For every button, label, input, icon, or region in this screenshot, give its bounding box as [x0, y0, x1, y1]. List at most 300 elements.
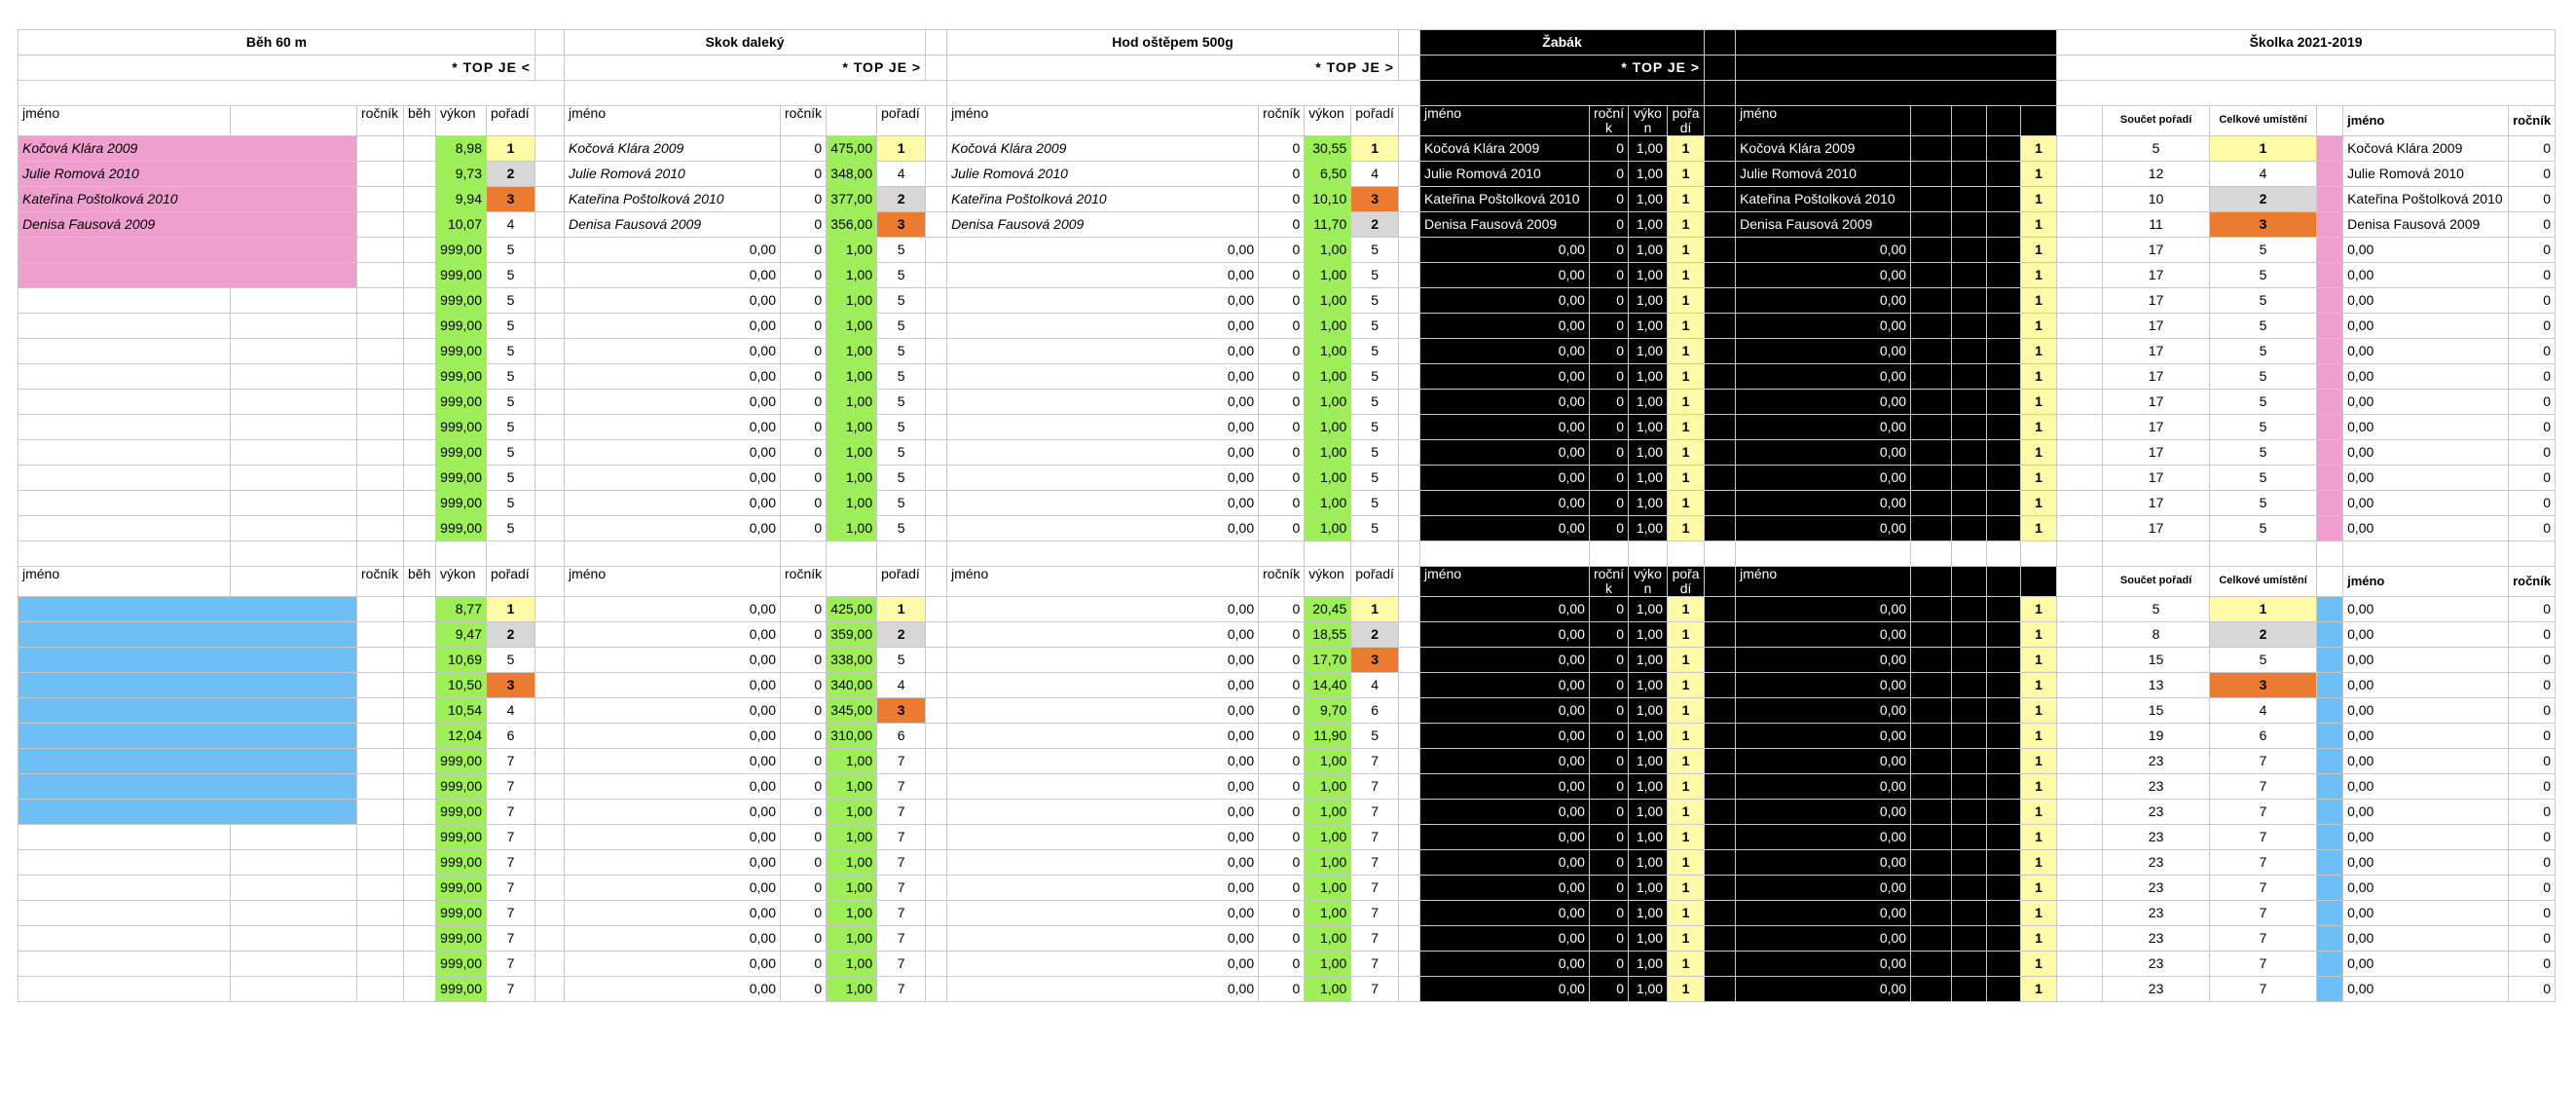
- table-row: [18, 466, 2556, 491]
- zabak-name-2: Kateřina Poštolková 2010: [1736, 187, 1911, 212]
- table-row: [18, 648, 2556, 673]
- zabak-rocnik: 0: [1589, 364, 1628, 390]
- group-color-bar: [2317, 162, 2343, 187]
- hod-poradi: 5: [1351, 263, 1399, 288]
- beh-poradi: 5: [487, 288, 535, 314]
- beh-poradi: 7: [487, 800, 535, 825]
- celkove-umisteni: 5: [2210, 648, 2317, 673]
- skok-poradi: 5: [877, 516, 926, 541]
- skok-vykon: 1,00: [827, 263, 877, 288]
- note-beh: * TOP JE <: [18, 56, 535, 81]
- zabak-rocnik: 0: [1589, 850, 1628, 876]
- hod-name: 0,00: [947, 926, 1259, 952]
- group-color-bar: [2317, 491, 2343, 516]
- zabak-poradi: 1: [1668, 263, 1705, 288]
- celkove-umisteni: 2: [2210, 187, 2317, 212]
- zabak-vykon: 1,00: [1629, 901, 1668, 926]
- zabak-rocnik: 0: [1589, 238, 1628, 263]
- skok-poradi: 5: [877, 364, 926, 390]
- skolka-name: 0,00: [2343, 673, 2509, 698]
- skolka-name: 0,00: [2343, 724, 2509, 749]
- beh-poradi: 7: [487, 901, 535, 926]
- header-jmeno: jméno: [18, 106, 231, 136]
- skok-rocnik: 0: [781, 491, 827, 516]
- hod-name: 0,00: [947, 314, 1259, 339]
- skok-name: 0,00: [565, 622, 781, 648]
- beh-vykon: 999,00: [436, 774, 487, 800]
- zabak-vykon: 1,00: [1629, 212, 1668, 238]
- athlete-name: [18, 597, 357, 622]
- soucet-poradi: 17: [2103, 263, 2210, 288]
- hod-name: 0,00: [947, 622, 1259, 648]
- skok-name: 0,00: [565, 440, 781, 466]
- hod-poradi: 4: [1351, 162, 1399, 187]
- header-rocnik: roční k: [1589, 106, 1628, 136]
- zabak-rocnik: 0: [1589, 440, 1628, 466]
- group-color-bar: [2317, 901, 2343, 926]
- beh-vykon: 9,47: [436, 622, 487, 648]
- table-row: [18, 364, 2556, 390]
- hod-rocnik: 0: [1259, 774, 1305, 800]
- zabak-name-2: 0,00: [1736, 926, 1911, 952]
- skok-poradi: 7: [877, 825, 926, 850]
- hod-name: 0,00: [947, 364, 1259, 390]
- hod-name: 0,00: [947, 516, 1259, 541]
- skok-poradi: 7: [877, 926, 926, 952]
- zabak-poradi: 1: [1668, 212, 1705, 238]
- group-color-bar: [2317, 774, 2343, 800]
- skolka-name: 0,00: [2343, 926, 2509, 952]
- zabak-poradi-2: 1: [2021, 800, 2057, 825]
- header-rocnik: ročník: [2509, 106, 2556, 136]
- zabak-name: 0,00: [1419, 673, 1589, 698]
- table-row: [18, 187, 2556, 212]
- celkove-umisteni: 7: [2210, 901, 2317, 926]
- hod-name: 0,00: [947, 597, 1259, 622]
- table-row: [18, 825, 2556, 850]
- zabak-vykon: 1,00: [1629, 187, 1668, 212]
- zabak-name: Kateřina Poštolková 2010: [1419, 187, 1589, 212]
- hod-rocnik: 0: [1259, 339, 1305, 364]
- skolka-name: 0,00: [2343, 415, 2509, 440]
- hod-poradi: 7: [1351, 901, 1399, 926]
- header-vykon: výkon: [436, 106, 487, 136]
- group-color-bar: [2317, 800, 2343, 825]
- hod-vykon: 1,00: [1305, 415, 1351, 440]
- zabak-name: 0,00: [1419, 597, 1589, 622]
- athlete-name: [18, 876, 231, 901]
- group-color-bar: [2317, 212, 2343, 238]
- zabak-poradi-2: 1: [2021, 491, 2057, 516]
- skok-rocnik: 0: [781, 187, 827, 212]
- beh-vykon: 999,00: [436, 850, 487, 876]
- celkove-umisteni: 5: [2210, 390, 2317, 415]
- skok-rocnik: 0: [781, 415, 827, 440]
- group-color-bar: [2317, 314, 2343, 339]
- celkove-umisteni: 5: [2210, 263, 2317, 288]
- hod-rocnik: 0: [1259, 364, 1305, 390]
- celkove-umisteni: 7: [2210, 977, 2317, 1002]
- hod-poradi: 5: [1351, 516, 1399, 541]
- hod-poradi: 7: [1351, 977, 1399, 1002]
- zabak-poradi-2: 1: [2021, 926, 2057, 952]
- beh-vykon: 8,77: [436, 597, 487, 622]
- header-rocnik: ročník: [781, 567, 827, 597]
- hod-poradi: 2: [1351, 622, 1399, 648]
- beh-poradi: 7: [487, 952, 535, 977]
- skolka-rocnik: 0: [2509, 901, 2556, 926]
- hod-name: Denisa Fausová 2009: [947, 212, 1259, 238]
- skok-rocnik: 0: [781, 516, 827, 541]
- skok-name: 0,00: [565, 466, 781, 491]
- header-poradi: pořadí: [1351, 567, 1399, 597]
- hod-poradi: 7: [1351, 749, 1399, 774]
- hod-poradi: 7: [1351, 876, 1399, 901]
- skok-poradi: 5: [877, 339, 926, 364]
- skok-poradi: 7: [877, 749, 926, 774]
- zabak-poradi: 1: [1668, 977, 1705, 1002]
- table-row: [18, 876, 2556, 901]
- zabak-poradi-2: 1: [2021, 466, 2057, 491]
- zabak-vykon: 1,00: [1629, 926, 1668, 952]
- hod-vykon: 1,00: [1305, 749, 1351, 774]
- skok-name: 0,00: [565, 774, 781, 800]
- zabak-name-2: 0,00: [1736, 774, 1911, 800]
- zabak-rocnik: 0: [1589, 673, 1628, 698]
- soucet-poradi: 23: [2103, 876, 2210, 901]
- beh-vykon: 10,50: [436, 673, 487, 698]
- celkove-umisteni: 5: [2210, 314, 2317, 339]
- celkove-umisteni: 4: [2210, 698, 2317, 724]
- skolka-name: 0,00: [2343, 901, 2509, 926]
- zabak-vykon: 1,00: [1629, 698, 1668, 724]
- soucet-poradi: 17: [2103, 516, 2210, 541]
- skolka-rocnik: 0: [2509, 339, 2556, 364]
- skolka-name: 0,00: [2343, 952, 2509, 977]
- table-row: [18, 339, 2556, 364]
- table-row: [18, 136, 2556, 162]
- soucet-poradi: 23: [2103, 749, 2210, 774]
- hod-rocnik: 0: [1259, 648, 1305, 673]
- skolka-rocnik: 0: [2509, 162, 2556, 187]
- table-row: [18, 673, 2556, 698]
- hod-vykon: 1,00: [1305, 901, 1351, 926]
- group-color-bar: [2317, 339, 2343, 364]
- group-color-bar: [2317, 648, 2343, 673]
- zabak-name: 0,00: [1419, 390, 1589, 415]
- beh-vykon: 9,94: [436, 187, 487, 212]
- skolka-name: 0,00: [2343, 698, 2509, 724]
- zabak-poradi-2: 1: [2021, 698, 2057, 724]
- hod-rocnik: 0: [1259, 187, 1305, 212]
- zabak-name-2: Denisa Fausová 2009: [1736, 212, 1911, 238]
- hod-vykon: 1,00: [1305, 364, 1351, 390]
- zabak-name: 0,00: [1419, 774, 1589, 800]
- hod-vykon: 1,00: [1305, 339, 1351, 364]
- hod-name: 0,00: [947, 288, 1259, 314]
- zabak-vykon: 1,00: [1629, 466, 1668, 491]
- group-color-bar: [2317, 622, 2343, 648]
- soucet-poradi: 10: [2103, 187, 2210, 212]
- zabak-rocnik: 0: [1589, 926, 1628, 952]
- zabak-name: 0,00: [1419, 314, 1589, 339]
- skok-vykon: 1,00: [827, 952, 877, 977]
- header-jmeno: jméno: [1419, 106, 1589, 136]
- zabak-poradi: 1: [1668, 339, 1705, 364]
- zabak-rocnik: 0: [1589, 516, 1628, 541]
- celkove-umisteni: 5: [2210, 491, 2317, 516]
- skok-rocnik: 0: [781, 926, 827, 952]
- header-celkove: Celkové umístění: [2210, 106, 2317, 136]
- skok-poradi: 5: [877, 238, 926, 263]
- hod-name: 0,00: [947, 390, 1259, 415]
- skolka-rocnik: 0: [2509, 136, 2556, 162]
- beh-poradi: 5: [487, 339, 535, 364]
- zabak-vykon: 1,00: [1629, 491, 1668, 516]
- skok-rocnik: 0: [781, 977, 827, 1002]
- hod-poradi: 5: [1351, 390, 1399, 415]
- beh-vykon: 12,04: [436, 724, 487, 749]
- soucet-poradi: 17: [2103, 440, 2210, 466]
- zabak-poradi: 1: [1668, 876, 1705, 901]
- zabak-rocnik: 0: [1589, 977, 1628, 1002]
- zabak-name: 0,00: [1419, 339, 1589, 364]
- zabak-vykon: 1,00: [1629, 825, 1668, 850]
- title-row: [18, 30, 2556, 56]
- skolka-name: 0,00: [2343, 774, 2509, 800]
- skok-name: 0,00: [565, 901, 781, 926]
- beh-vykon: 999,00: [436, 390, 487, 415]
- soucet-poradi: 23: [2103, 825, 2210, 850]
- hod-rocnik: 0: [1259, 977, 1305, 1002]
- zabak-name-2: 0,00: [1736, 516, 1911, 541]
- zabak-name: 0,00: [1419, 952, 1589, 977]
- table-row: [18, 926, 2556, 952]
- skok-name: 0,00: [565, 516, 781, 541]
- zabak-poradi: 1: [1668, 440, 1705, 466]
- header-celkove: Celkové umístění: [2210, 567, 2317, 597]
- zabak-rocnik: 0: [1589, 698, 1628, 724]
- soucet-poradi: 23: [2103, 850, 2210, 876]
- soucet-poradi: 17: [2103, 238, 2210, 263]
- skok-vykon: 1,00: [827, 364, 877, 390]
- column-header-row: [18, 567, 2556, 597]
- skok-poradi: 5: [877, 263, 926, 288]
- hod-name: 0,00: [947, 415, 1259, 440]
- zabak-poradi-2: 1: [2021, 648, 2057, 673]
- skok-name: Kateřina Poštolková 2010: [565, 187, 781, 212]
- hod-vykon: 1,00: [1305, 850, 1351, 876]
- hod-poradi: 1: [1351, 136, 1399, 162]
- beh-poradi: 5: [487, 390, 535, 415]
- table-row: [18, 774, 2556, 800]
- soucet-poradi: 12: [2103, 162, 2210, 187]
- zabak-vykon: 1,00: [1629, 774, 1668, 800]
- athlete-name: [18, 263, 357, 288]
- zabak-poradi: 1: [1668, 724, 1705, 749]
- skok-vykon: 1,00: [827, 415, 877, 440]
- skok-rocnik: 0: [781, 162, 827, 187]
- table-row: [18, 850, 2556, 876]
- hod-poradi: 1: [1351, 597, 1399, 622]
- soucet-poradi: 19: [2103, 724, 2210, 749]
- zabak-rocnik: 0: [1589, 314, 1628, 339]
- hod-vykon: 18,55: [1305, 622, 1351, 648]
- table-row: [18, 952, 2556, 977]
- zabak-vykon: 1,00: [1629, 440, 1668, 466]
- hod-name: 0,00: [947, 724, 1259, 749]
- celkove-umisteni: 1: [2210, 597, 2317, 622]
- hod-name: 0,00: [947, 339, 1259, 364]
- skolka-rocnik: 0: [2509, 850, 2556, 876]
- skok-name: Denisa Fausová 2009: [565, 212, 781, 238]
- skok-name: 0,00: [565, 364, 781, 390]
- beh-poradi: 4: [487, 698, 535, 724]
- skok-name: 0,00: [565, 698, 781, 724]
- hod-rocnik: 0: [1259, 491, 1305, 516]
- zabak-vykon: 1,00: [1629, 724, 1668, 749]
- hod-poradi: 5: [1351, 314, 1399, 339]
- hod-vykon: 20,45: [1305, 597, 1351, 622]
- hod-poradi: 7: [1351, 774, 1399, 800]
- hod-poradi: 7: [1351, 850, 1399, 876]
- hod-name: 0,00: [947, 749, 1259, 774]
- hod-rocnik: 0: [1259, 415, 1305, 440]
- hod-rocnik: 0: [1259, 952, 1305, 977]
- zabak-vykon: 1,00: [1629, 850, 1668, 876]
- skok-vykon: 377,00: [827, 187, 877, 212]
- hod-vykon: 1,00: [1305, 926, 1351, 952]
- zabak-name-2: 0,00: [1736, 850, 1911, 876]
- hod-poradi: 5: [1351, 466, 1399, 491]
- celkove-umisteni: 5: [2210, 339, 2317, 364]
- skolka-rocnik: 0: [2509, 597, 2556, 622]
- zabak-poradi-2: 1: [2021, 749, 2057, 774]
- skok-vykon: 1,00: [827, 876, 877, 901]
- soucet-poradi: 23: [2103, 926, 2210, 952]
- hod-vykon: 1,00: [1305, 440, 1351, 466]
- skolka-rocnik: 0: [2509, 187, 2556, 212]
- beh-poradi: 7: [487, 749, 535, 774]
- skok-rocnik: 0: [781, 749, 827, 774]
- skok-poradi: 5: [877, 440, 926, 466]
- zabak-vykon: 1,00: [1629, 673, 1668, 698]
- zabak-name: 0,00: [1419, 648, 1589, 673]
- hod-rocnik: 0: [1259, 800, 1305, 825]
- athlete-name: [18, 516, 231, 541]
- zabak-name-2: 0,00: [1736, 825, 1911, 850]
- results-spreadsheet: [18, 29, 2556, 1002]
- beh-vykon: 999,00: [436, 314, 487, 339]
- skok-name: 0,00: [565, 314, 781, 339]
- zabak-vykon: 1,00: [1629, 597, 1668, 622]
- zabak-vykon: 1,00: [1629, 364, 1668, 390]
- athlete-name: Julie Romová 2010: [18, 162, 357, 187]
- zabak-name-2: 0,00: [1736, 698, 1911, 724]
- zabak-poradi: 1: [1668, 800, 1705, 825]
- hod-poradi: 5: [1351, 415, 1399, 440]
- table-row: [18, 162, 2556, 187]
- beh-poradi: 2: [487, 622, 535, 648]
- skok-name: 0,00: [565, 977, 781, 1002]
- zabak-rocnik: 0: [1589, 800, 1628, 825]
- zabak-poradi-2: 1: [2021, 952, 2057, 977]
- skolka-name: 0,00: [2343, 390, 2509, 415]
- celkove-umisteni: 7: [2210, 749, 2317, 774]
- table-row: [18, 288, 2556, 314]
- hod-rocnik: 0: [1259, 850, 1305, 876]
- skok-vykon: 1,00: [827, 390, 877, 415]
- zabak-name: 0,00: [1419, 288, 1589, 314]
- skolka-rocnik: 0: [2509, 876, 2556, 901]
- athlete-name: [18, 800, 357, 825]
- athlete-name: [18, 901, 231, 926]
- soucet-poradi: 17: [2103, 314, 2210, 339]
- beh-vykon: 999,00: [436, 364, 487, 390]
- zabak-rocnik: 0: [1589, 162, 1628, 187]
- skolka-rocnik: 0: [2509, 977, 2556, 1002]
- header-jmeno: jméno: [1419, 567, 1589, 597]
- athlete-name: [18, 977, 231, 1002]
- hod-rocnik: 0: [1259, 516, 1305, 541]
- skok-vykon: 1,00: [827, 800, 877, 825]
- skok-rocnik: 0: [781, 850, 827, 876]
- zabak-name-2: 0,00: [1736, 876, 1911, 901]
- header-poradi: pořadí: [1351, 106, 1399, 136]
- skok-vykon: 425,00: [827, 597, 877, 622]
- group-color-bar: [2317, 238, 2343, 263]
- beh-poradi: 4: [487, 212, 535, 238]
- zabak-name: 0,00: [1419, 622, 1589, 648]
- hod-rocnik: 0: [1259, 698, 1305, 724]
- hod-rocnik: 0: [1259, 440, 1305, 466]
- zabak-name-2: 0,00: [1736, 597, 1911, 622]
- celkove-umisteni: 5: [2210, 238, 2317, 263]
- header-rocnik: ročník: [1259, 567, 1305, 597]
- beh-poradi: 7: [487, 926, 535, 952]
- title-zabak: Žabák: [1419, 30, 1704, 56]
- skolka-name: 0,00: [2343, 749, 2509, 774]
- header-poradi: pořa dí: [1668, 567, 1705, 597]
- zabak-name: 0,00: [1419, 876, 1589, 901]
- header-poradi: pořa dí: [1668, 106, 1705, 136]
- skolka-rocnik: 0: [2509, 516, 2556, 541]
- zabak-poradi-2: 1: [2021, 876, 2057, 901]
- zabak-name: 0,00: [1419, 749, 1589, 774]
- hod-name: 0,00: [947, 673, 1259, 698]
- zabak-name: 0,00: [1419, 698, 1589, 724]
- beh-poradi: 7: [487, 977, 535, 1002]
- table-row: [18, 724, 2556, 749]
- hod-name: 0,00: [947, 952, 1259, 977]
- soucet-poradi: 23: [2103, 901, 2210, 926]
- zabak-poradi-2: 1: [2021, 850, 2057, 876]
- hod-name: 0,00: [947, 825, 1259, 850]
- beh-poradi: 7: [487, 850, 535, 876]
- hod-vykon: 11,90: [1305, 724, 1351, 749]
- hod-vykon: 1,00: [1305, 516, 1351, 541]
- athlete-name: [18, 749, 357, 774]
- zabak-poradi-2: 1: [2021, 212, 2057, 238]
- skok-rocnik: 0: [781, 698, 827, 724]
- header-soucet: Součet pořadí: [2103, 567, 2210, 597]
- hod-name: 0,00: [947, 491, 1259, 516]
- header-rocnik: roční k: [1589, 567, 1628, 597]
- skolka-name: 0,00: [2343, 364, 2509, 390]
- hod-name: 0,00: [947, 440, 1259, 466]
- athlete-name: [18, 622, 357, 648]
- skok-name: 0,00: [565, 926, 781, 952]
